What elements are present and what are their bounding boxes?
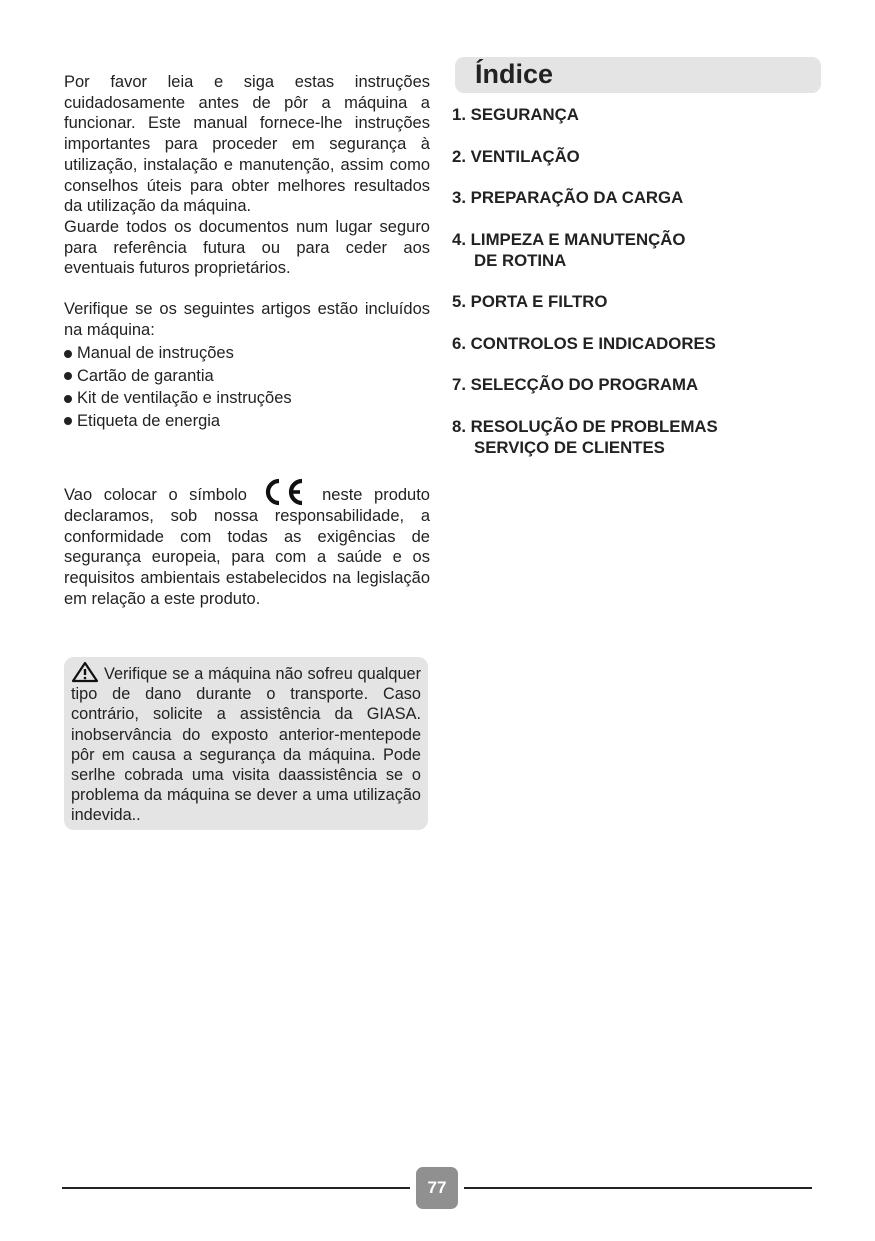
list-item: Manual de instruções [64, 342, 430, 365]
toc-item-preparacao[interactable]: 3. PREPARAÇÃO DA CARGA [452, 188, 684, 207]
included-items-list [64, 342, 430, 432]
footer-rule-right [464, 1187, 812, 1189]
list-item: Etiqueta de energia [64, 410, 430, 433]
toc-item-resolucao[interactable]: 8. RESOLUÇÃO DE PROBLEMAS SERVIÇO DE CLIENTES [452, 416, 718, 457]
warning-paragraph: Verifique se a máquina não sofreu qualquer tipo de dano durante o transporte. Caso contrário, solicite a assistência da GIASA. inobservância do exposto anterior-mentepode pôr em causa a segurança da máquina. Pode serlhe cobrada uma visita daassistência se o problema da máquina se dever a uma utilização indevida.. [71, 661, 421, 826]
toc-item-seleccao[interactable]: 7. SELECÇÃO DO PROGRAMA [452, 375, 699, 394]
footer-rule-left [62, 1187, 410, 1189]
warning-icon [71, 661, 99, 683]
index-title: Índice [475, 59, 554, 89]
intro-paragraph: Por favor leia e siga estas instruções cuidadosamente antes de pôr a máquina a funcionar. Este manual fornece-lhe instruções importantes para proceder em segurança à utilização, instalação e manutenção, assim como conselhos úteis para obter melhores resultados da utilização da máquina. [64, 73, 430, 216]
toc-item-ventilacao[interactable]: 2. VENTILAÇÃO [452, 146, 580, 166]
toc-item-seguranca[interactable]: 1. SEGURANÇA [452, 105, 579, 124]
list-item: Cartão de garantia [64, 365, 430, 388]
toc-item-porta[interactable]: 5. PORTA E FILTRO [452, 292, 608, 311]
toc-item-limpeza[interactable]: 4. LIMPEZA E MANUTENÇÃO DE ROTINA [452, 229, 686, 270]
table-of-contents [452, 104, 812, 478]
ce-paragraph: Vao colocar o símbolo neste produto declaramos, sob nossa responsabilidade, a conformidade com todas as exigências de segurança europeia, para com a saúde e os requisitos ambientais estabelecidos na legislação em relação a este produto. [64, 478, 430, 610]
warning-box [64, 657, 428, 830]
checklist-intro: Verifique se os seguintes artigos estão incluídos na máquina: [64, 300, 430, 339]
bullet-icon [64, 395, 72, 403]
page-number: 77 [416, 1167, 458, 1209]
ce-mark-icon [259, 478, 305, 506]
bullet-icon [64, 350, 72, 358]
storage-paragraph: Guarde todos os documentos num lugar seguro para referência futura ou para ceder aos eventuais futuros proprietários. [64, 217, 430, 278]
bullet-icon [64, 417, 72, 425]
index-header [455, 57, 821, 93]
bullet-icon [64, 372, 72, 380]
ce-section [64, 478, 430, 610]
list-item: Kit de ventilação e instruções [64, 387, 430, 410]
intro-section [64, 72, 430, 432]
toc-item-controlos[interactable]: 6. CONTROLOS E INDICADORES [452, 333, 716, 353]
